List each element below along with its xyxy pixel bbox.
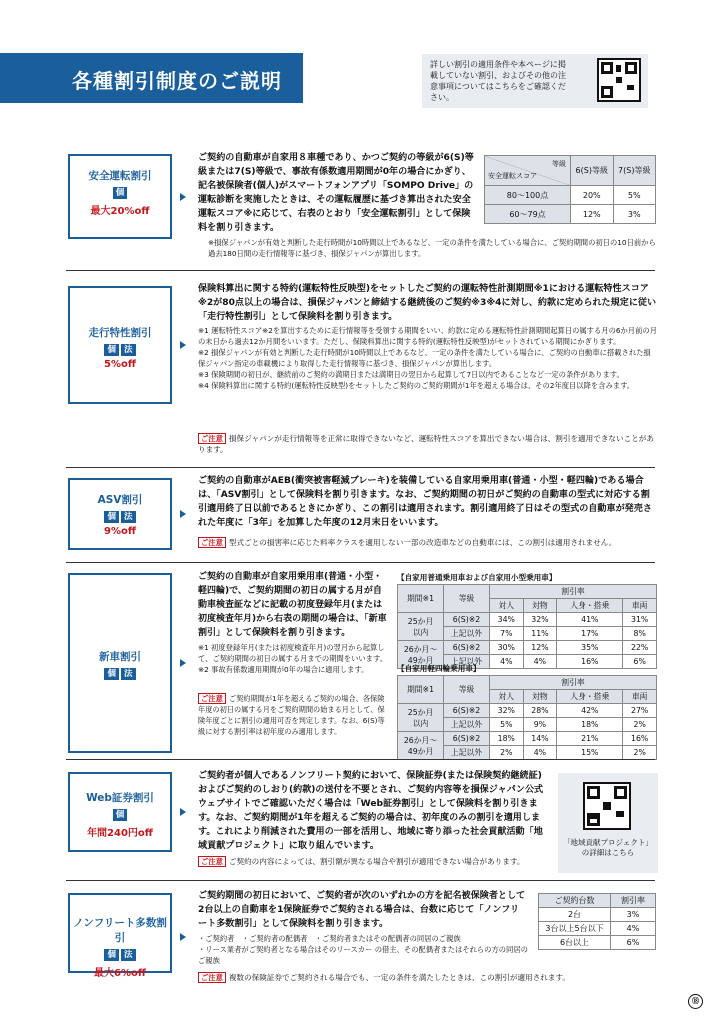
multi-notes [198,933,528,966]
cell: 30% [490,641,524,655]
safe-col: 6(S)等級 [571,156,614,186]
discount-box-web [68,772,172,852]
rate: 6% [611,936,656,950]
safe-body: ご契約の自動車が自家用８車種であり、かつご契約の等級が6(S)等級または7(S)等級で、事故有係数適用期間が0年の場合にかぎり、記名被保険者(個人)がスマートフォンアプリ「SOMPO Drive」の運転診断を実施したときは、その運転履歴に基づき算出された安全運転スコア※に応じて、右表のとおり「安全運転割引」として保険料を割り引きます。 [198,153,474,233]
cell: 22% [623,641,657,655]
period: 26か月～ [403,644,438,654]
cell: 7% [490,627,524,641]
discount-box-asv [68,478,172,550]
caution-tag: ご注意 [198,856,226,867]
qr-code-icon[interactable] [597,58,641,102]
caution-tag: ご注意 [198,693,226,704]
arrow-icon [180,933,186,941]
divider [66,467,655,468]
discount-name: 安全運転割引 [88,170,152,182]
note: ※1 運転特性スコア※2を算出するために走行情報等を受領する期間をいい、約款に定める運転特性計測期間起算日の属する月の6か月前の月の末日から過去12か月間をいいます。ただし、保険料算出に関する特約(運転特性反映型)がセットされている期間にかぎります。 [198,326,657,346]
cell: 42% [557,704,623,718]
note: ・リース業者がご契約者となる場合はそのリースカー の借主、その配偶者またはそれらの方の同居のご親族 [198,945,528,965]
cell: 16% [623,732,657,746]
divider [66,562,655,563]
count: 2台 [539,908,611,922]
rate: 4% [611,922,656,936]
period: 25か月 [407,616,434,626]
cell: 15% [557,746,623,760]
web-body: ご契約者が個人であるノンフリート契約において、保険証券(または保険契約継続証)およびご契約のしおり(約款)の送付を不要とされ、ご契約内容等を損保ジャパン公式ウェブサイトでご確認いただく場合は「Web証券割引」として保険料を割り引きます。なお、ご契約期間が1年を超えるご契約の場合は、初年度のみの割引を適用します。これにより削減された費用の一部を活用し、地域に寄り添った社会貢献活動「地域貢献プロジェクト」に取り組んでいます。 [198,771,544,851]
safe-row-label: 80～100点 [485,186,571,205]
col: 対物 [523,599,557,613]
h-grade: 等級 [444,676,490,704]
note: ・ご契約者 ・ご契約者の配偶者 ・ご契約者またはその配偶者の同居のご親族 [198,934,461,943]
cell: 5% [613,186,656,205]
badge-individual: 個 [113,809,128,821]
cell: 35% [557,641,623,655]
discount-rate: 年間240円off [87,828,153,839]
grade: 6(S)※2 [444,613,490,627]
period: 49か月 [407,655,434,665]
cell: 27% [623,704,657,718]
cell: 32% [490,704,524,718]
badge-individual: 個 [104,949,119,961]
cell: 34% [490,613,524,627]
badge-corporate: 法 [121,344,136,356]
col: 人身・搭乗 [557,690,623,704]
cell: 9% [523,718,557,732]
badge-individual: 個 [104,668,119,680]
badge-individual: 個 [104,344,119,356]
discount-name: 新車割引 [99,651,141,663]
col: 対人 [490,599,524,613]
multi-body: ご契約期間の初日において、ご契約者が次のいずれかの方を記名被保険者として2台以上の自動車を1保険証券でご契約される場合は、台数に応じて「ノンフリート多数割引」として保険料を割り引きます。 [198,891,526,929]
discount-name: ASV割引 [97,494,143,506]
arrow-icon [180,510,186,518]
cell: 2% [623,718,657,732]
grade: 6(S)※2 [444,732,490,746]
discount-name: Web証券割引 [86,792,154,804]
multi-caution [198,972,658,983]
cell: 41% [557,613,623,627]
cell: 4% [523,655,557,669]
safe-col: 7(S)等級 [613,156,656,186]
h-count: ご契約台数 [539,894,611,908]
discount-rate: 9%off [104,526,136,537]
h-rate: 割引率 [490,585,657,599]
arrow-icon [180,341,186,349]
note: ※4 保険料算出に関する特約(運転特性反映型)をセットしたご契約のご契約期間が1年を超える場合は、その2年度目以降を含みます。 [198,381,635,390]
cell: 18% [557,718,623,732]
grade: 上記以外 [444,655,490,669]
caution-text: ご契約の内容によっては、割引額が異なる場合や割引が適用できない場合があります。 [228,857,525,866]
newcar-table1-caption: 【自家用普通乗用車および自家用小型乗用車】 [397,573,557,582]
cell: 8% [623,627,657,641]
h-rate: 割引率 [490,676,657,690]
drive-body: 保険料算出に関する特約(運転特性反映型)をセットしたご契約の運転特性計測期間※1における運転特性スコア※2が80点以上の場合は、損保ジャパンと締結する継続後のご契約※3※4に対し、約款に定められた規定に従い「走行特性割引」として保険料を割り引きます。 [198,284,657,322]
grade: 上記以外 [444,627,490,641]
page-title: 各種割引制度のご説明 [72,69,282,93]
qr-code-icon[interactable] [583,782,631,830]
asv-body: ご契約の自動車がAEB(衝突被害軽減ブレーキ)を装備している自家用乗用車(普通・小型・軽四輪)である場合は、「ASV割引」として保険料を割り引きます。なお、ご契約期間の初日がご契約の自動車の型式に対応する割引適用終了日以前であるときにかぎり、この割引は適用されます。割引適用終了日はその型式の自動車が発売された年度に「3年」を加算した年度の12月末日をいいます。 [198,476,652,528]
cell: 21% [557,732,623,746]
grade: 上記以外 [444,746,490,760]
period: 49か月 [407,746,434,756]
note: ※2 損保ジャパンが有効と判断した走行時間が10時間以上であるなど、一定の条件を満たしている場合に、ご契約の自動車に搭載された損保ジャパン指定の車載機により取得した走行情報等に基づき、損保ジャパンが算出します。 [198,348,651,368]
drive-caution [198,433,658,455]
discount-rate: 5%off [104,359,136,370]
newcar-table2-caption: 【自家用軽四輪乗用車】 [397,664,481,673]
drive-notes [198,325,658,391]
rate: 3% [611,908,656,922]
divider [66,759,655,760]
note: ※3 保険期間の初日が、継続前のご契約の満期日または満期日の翌日から起算して7日以内であることなど一定の条件があります。 [198,370,624,379]
cell: 17% [557,627,623,641]
newcar-table-2 [397,675,657,760]
cell: 3% [613,205,656,224]
h-rate: 割引率 [611,894,656,908]
caution-tag: ご注意 [198,537,226,548]
col: 対人 [490,690,524,704]
safe-row-label: 60～79点 [485,205,571,224]
cell: 11% [523,627,557,641]
col: 人身・搭乗 [557,599,623,613]
discount-rate: 最大20%off [90,206,150,217]
discount-box-multi [68,893,172,979]
caution-text: 複数の保険証券でご契約される場合でも、一定の条件を満たしたときは、この割引が適用されます。 [228,973,570,982]
qr-caption [558,838,658,858]
arrow-icon [180,193,186,201]
discount-name: ノンフリート多数割引 [73,917,167,944]
cell: 18% [490,732,524,746]
caution-tag: ご注意 [198,433,226,444]
cell: 4% [490,655,524,669]
cell: 20% [571,186,614,205]
caution-text: ご契約期間が1年を超えるご契約の場合、各保険年度の初日の属する月をご契約期間の始まる月として、保険年度ごとに割引の適用可否を判定します。なお、6(S)等級に対する割引率は初年度のみ適用します。 [198,694,385,736]
cell: 2% [490,746,524,760]
arrow-icon [180,808,186,816]
web-caution [198,856,548,867]
cell: 2% [623,746,657,760]
page-number: ⑱ [688,994,703,1009]
cell: 4% [523,746,557,760]
discount-box-newcar [68,573,172,753]
period: 以内 [412,627,429,637]
col: 車両 [623,690,657,704]
period: 25か月 [407,707,434,717]
badge-corporate: 法 [121,668,136,680]
divider [66,270,655,271]
badge-individual: 個 [113,187,128,199]
h-grade: 等級 [444,585,490,613]
info-text: 詳しい割引の適用条件や本ページに掲載していない割引、およびその他の注意事項についてはこちらをご確認ください。 [430,60,566,102]
count: 6台以上 [539,936,611,950]
discount-name: 走行特性割引 [88,327,152,339]
info-box [422,54,648,108]
period: 以内 [412,718,429,728]
col: 対物 [523,690,557,704]
badge-corporate: 法 [121,949,136,961]
discount-box-drive [68,286,172,404]
cell: 14% [523,732,557,746]
discount-rate: 最大6%off [94,968,146,979]
caution-text: 型式ごとの損害率に応じた料率クラスを適用しない一部の改造車などの自動車には、この割引は適用されません。 [228,538,617,547]
multi-table [538,893,656,950]
newcar-caution [198,693,390,737]
h-period: 期間※1 [398,585,444,613]
caution-tag: ご注意 [198,972,226,983]
grade: 6(S)※2 [444,641,490,655]
newcar-body: ご契約の自動車が自家用乗用車(普通・小型・軽四輪)で、ご契約期間の初日の属する月が自動車検査証などに記載の初度登録年月(または初度検査年月)から右表の期間の場合は、「新車割引」として保険料を割り引きます。 [198,572,387,638]
cell: 6% [623,655,657,669]
qr-caption-line: 「地域貢献プロジェクト」 [563,838,653,847]
badge-individual: 個 [104,511,119,523]
discount-box-safe [68,154,172,239]
cell: 12% [523,641,557,655]
safe-note: ※損保ジャパンが有効と判断した走行時間が10時間以上であるなど、一定の条件を満たしている場合に、ご契約期間の初日の10日前から過去180日間の走行情報等に基づき、損保ジャパンが算出します。 [208,238,656,258]
note: ※1 初度登録年月(または初度検査年月)の翌月から起算して、ご契約期間の初日の属する月までの期間をいいます。 [198,643,387,663]
cell: 5% [490,718,524,732]
newcar-table-1 [397,584,657,669]
safe-table [484,155,656,224]
h-period: 期間※1 [398,676,444,704]
safe-score-header: 安全運転スコア [488,172,537,180]
arrow-icon [180,659,186,667]
cell: 31% [623,613,657,627]
note: ※2 事故有係数適用期間が0年の場合に適用します。 [198,665,369,674]
cell: 32% [523,613,557,627]
badge-corporate: 法 [121,511,136,523]
count: 3台以上5台以下 [539,922,611,936]
period: 26か月～ [403,735,438,745]
qr-caption-line: の詳細はこちら [581,848,635,857]
cell: 16% [557,655,623,669]
newcar-notes [198,642,390,675]
col: 車両 [623,599,657,613]
grade: 上記以外 [444,718,490,732]
grade: 6(S)※2 [444,704,490,718]
page-title-bar [0,53,303,103]
cell: 28% [523,704,557,718]
caution-text: 損保ジャパンが走行情報等を正常に取得できないなど、運転特性スコアを算出できない場合は、割引を適用できないことがあります。 [198,434,654,454]
divider [66,880,655,881]
asv-caution [198,537,658,548]
cell: 12% [571,205,614,224]
safe-grade-header: 等級 [552,160,566,168]
